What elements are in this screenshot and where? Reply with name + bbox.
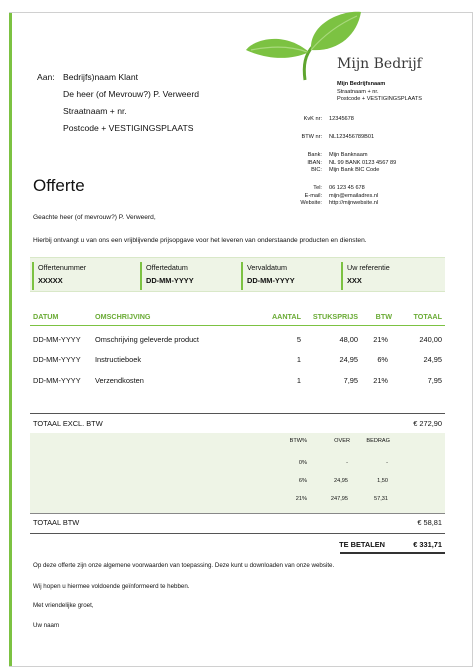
detail-key: BTW nr:	[301, 134, 322, 140]
detail-row	[270, 167, 396, 175]
closing-text: Wij hopen u hiermee voldoende geïnformeerd te hebben.	[33, 583, 190, 590]
ref-expiry-date	[241, 262, 295, 290]
cell-date: DD-MM-YYYY	[33, 355, 81, 364]
detail-key: Bank:	[307, 152, 322, 158]
company-contact	[270, 185, 378, 208]
vat-pct: 6%	[298, 478, 307, 484]
vat-row	[30, 473, 445, 491]
cell-total: 24,95	[423, 355, 442, 364]
regards-text: Met vriendelijke groet,	[33, 602, 94, 609]
vat-over: 247,95	[330, 496, 348, 502]
vat-pct: 21%	[295, 496, 307, 502]
vat-amount: 1,50	[377, 478, 388, 484]
detail-row	[270, 134, 374, 142]
ref-label: Vervaldatum	[247, 263, 287, 272]
vat-amount: -	[386, 460, 388, 466]
table-row	[30, 331, 445, 351]
detail-key: KvK nr:	[303, 116, 322, 122]
page-border	[9, 12, 473, 13]
company-name: Mijn Bedrijfsnaam	[337, 81, 386, 87]
cell-description: Verzendkosten	[95, 376, 144, 385]
cell-vat: 21%	[373, 376, 388, 385]
items-table-header	[30, 308, 445, 326]
accent-bar	[9, 12, 12, 667]
detail-value: 12345678	[329, 116, 354, 122]
detail-row	[270, 152, 396, 160]
vat-row	[30, 455, 445, 473]
vat-col-pct: BTW%	[289, 438, 307, 444]
page-border	[472, 12, 473, 667]
detail-row	[270, 200, 378, 208]
cell-vat: 6%	[377, 355, 388, 364]
ref-value: DD-MM-YYYY	[247, 276, 295, 285]
website-link[interactable]: http://mijnwebsite.nl	[329, 200, 379, 206]
total-excl-vat-row	[30, 415, 445, 433]
ref-label: Offertenummer	[38, 263, 87, 272]
detail-key: BIC:	[311, 167, 322, 173]
detail-value: NL123456789B01	[329, 134, 375, 140]
cell-quantity: 1	[296, 355, 301, 364]
vat-row	[30, 491, 445, 509]
cell-unit-price: 24,95	[339, 355, 358, 364]
col-total: TOTAAL	[413, 312, 442, 321]
cell-description: Omschrijving geleverde product	[95, 335, 199, 344]
company-street: Straatnaam + nr.	[337, 88, 379, 95]
greeting: Geachte heer (of mevrouw?) P. Verweerd,	[33, 214, 156, 221]
vat-header-row	[30, 433, 445, 451]
col-unit-price: STUKSPRIJS	[312, 312, 358, 321]
total-vat-row	[30, 514, 445, 532]
ref-your-reference	[341, 262, 390, 290]
cell-quantity: 1	[296, 376, 301, 385]
double-underline	[340, 552, 445, 554]
ref-value: XXXXX	[38, 276, 63, 285]
total-vat-value: € 58,81	[417, 518, 442, 527]
signature-name: Uw naam	[33, 622, 60, 629]
total-excl-vat-label: TOTAAL EXCL. BTW	[33, 419, 103, 428]
detail-key: E-mail:	[304, 192, 322, 199]
page-title: Offerte	[33, 176, 85, 195]
col-vat: BTW	[375, 312, 392, 321]
vat-over: -	[346, 460, 348, 466]
detail-value: NL 99 BANK 0123 4567 89	[329, 159, 397, 166]
detail-row	[270, 160, 396, 168]
company-registration	[270, 116, 354, 124]
detail-value: Mijn Banknaam	[329, 152, 368, 158]
recipient-city: Postcode + VESTIGINGSPLAATS	[63, 123, 194, 133]
detail-key: IBAN:	[307, 159, 322, 166]
cell-quantity: 5	[296, 335, 301, 344]
vat-amount: 57,31	[374, 496, 388, 502]
vat-over: 24,95	[334, 478, 348, 484]
ref-label: Offertedatum	[146, 263, 188, 272]
vat-col-over: OVER	[334, 438, 350, 444]
divider	[30, 533, 445, 534]
ref-value: DD-MM-YYYY	[146, 276, 194, 285]
intro-text: Hierbij ontvangt u van ons een vrijblijvende prijsopgave voor het leveren van onderstaande producten en diensten.	[33, 237, 367, 244]
amount-due-label: TE BETALEN	[339, 540, 385, 549]
detail-row	[270, 116, 354, 124]
recipient-label: Aan:	[37, 72, 55, 82]
vat-pct: 0%	[298, 460, 307, 466]
company-postcode: Postcode + VESTIGINGSPLAATS	[337, 96, 422, 103]
terms-text: Op deze offerte zijn onze algemene voorwaarden van toepassing. Deze kunt u downloaden van onze website.	[33, 562, 335, 569]
cell-date: DD-MM-YYYY	[33, 376, 81, 385]
recipient-street: Straatnaam + nr.	[63, 106, 127, 116]
recipient-contact: De heer (of Mevrouw?) P. Verweerd	[63, 89, 199, 99]
col-date: DATUM	[33, 312, 59, 321]
cell-total: 7,95	[427, 376, 442, 385]
ref-value: XXX	[347, 276, 362, 285]
cell-unit-price: 48,00	[339, 335, 358, 344]
page-border	[9, 666, 473, 667]
ref-quote-date	[140, 262, 194, 290]
recipient-company: Bedrijfs)naam Klant	[63, 72, 138, 82]
amount-due-value: € 331,71	[413, 540, 442, 549]
total-excl-vat-value: € 272,90	[413, 419, 442, 428]
table-row	[30, 351, 445, 371]
detail-key: Tel:	[313, 185, 322, 191]
col-quantity: AANTAL	[271, 312, 301, 321]
detail-key: Website:	[300, 200, 322, 206]
company-info	[337, 81, 422, 104]
company-bank	[270, 152, 396, 175]
email-link[interactable]: mijn@emailadres.nl	[329, 192, 379, 199]
divider	[30, 413, 445, 414]
detail-row	[270, 185, 378, 193]
company-vat	[270, 134, 374, 142]
detail-row	[270, 193, 378, 201]
cell-unit-price: 7,95	[343, 376, 358, 385]
col-description: OMSCHRIJVING	[95, 312, 151, 321]
total-vat-label: TOTAAL BTW	[33, 518, 80, 527]
brand-name: Mijn Bedrijf	[337, 56, 422, 72]
cell-description: Instructieboek	[95, 355, 142, 364]
detail-value: Mijn Bank BIC Code	[329, 167, 380, 173]
vat-col-amount: BEDRAG	[366, 438, 390, 444]
reference-band	[30, 257, 445, 292]
ref-quote-number	[32, 262, 86, 290]
cell-total: 240,00	[419, 335, 442, 344]
detail-value: 06 123 45 678	[329, 185, 365, 191]
table-row	[30, 372, 445, 392]
cell-vat: 21%	[373, 335, 388, 344]
cell-date: DD-MM-YYYY	[33, 335, 81, 344]
vat-breakdown	[30, 433, 445, 513]
leaf-logo-icon	[243, 10, 367, 90]
ref-label: Uw referentie	[347, 263, 390, 272]
